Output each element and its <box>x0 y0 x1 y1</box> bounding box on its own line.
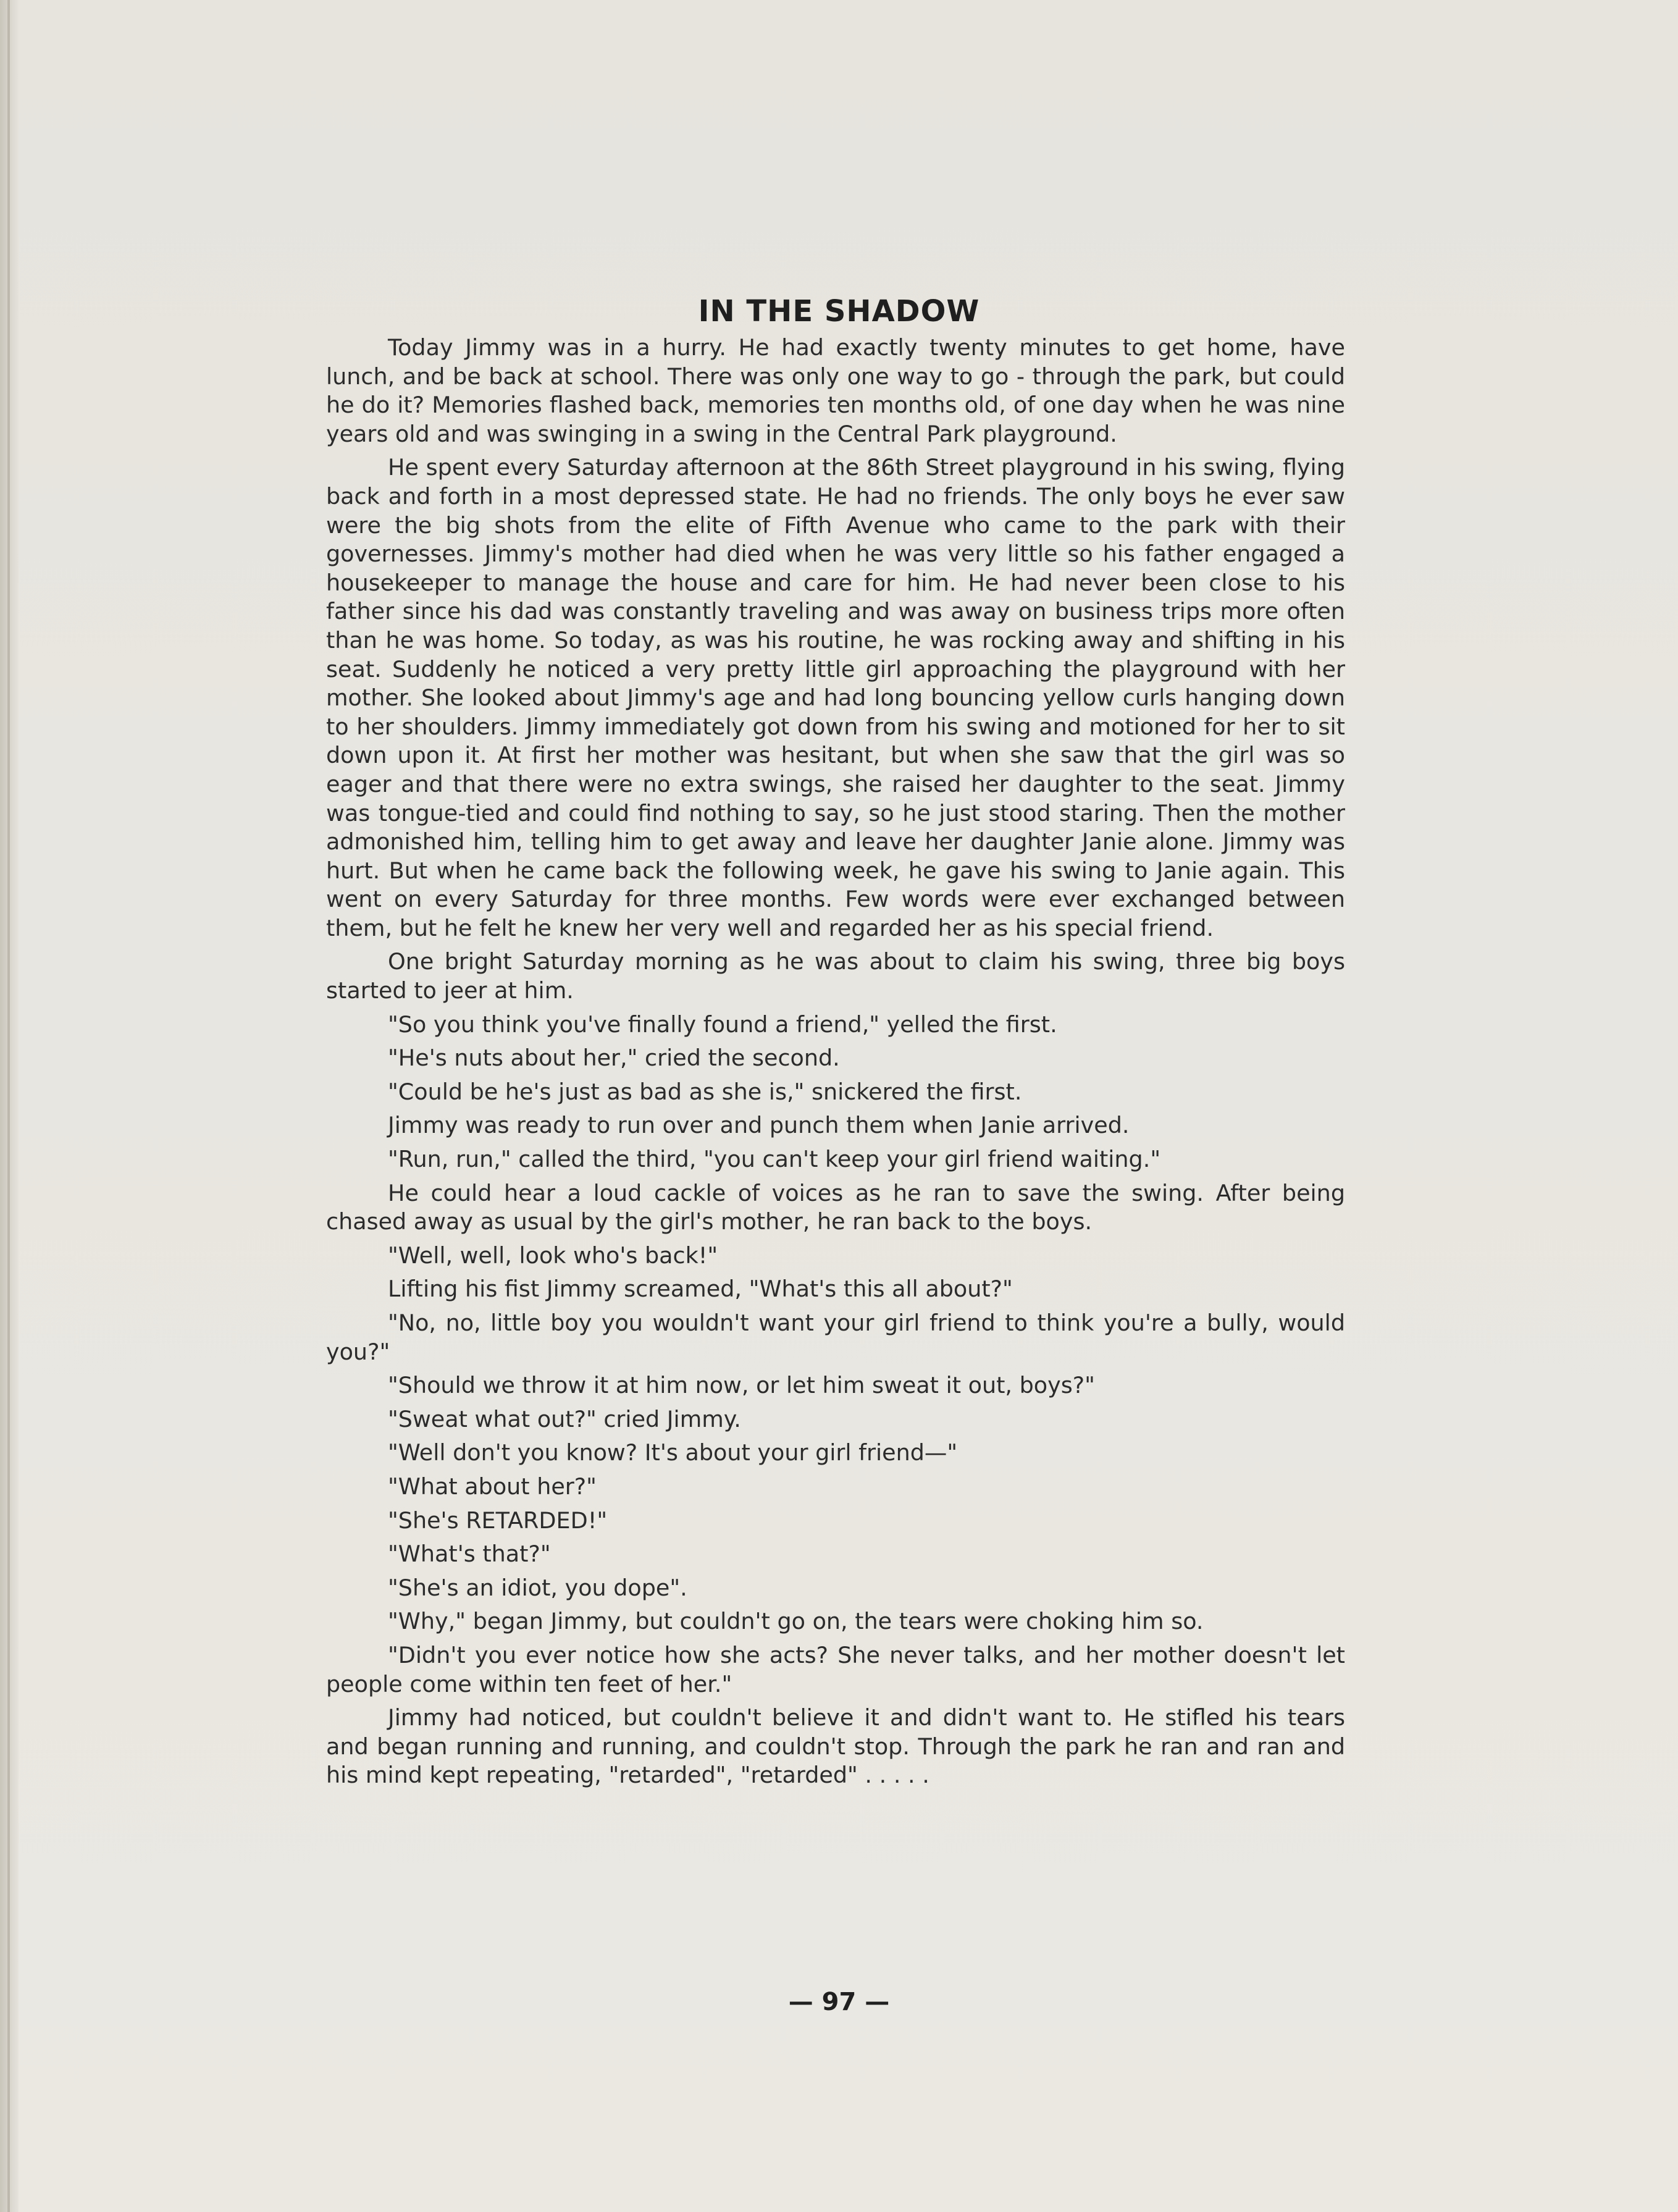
dialogue-line: "Why," began Jimmy, but couldn't go on, the tears were choking him so. <box>388 1608 1204 1635</box>
dialogue-line: Jimmy was ready to run over and punch them when Janie arrived. <box>388 1112 1130 1139</box>
dialogue-line: "Run, run," called the third, "you can't keep your girl friend waiting." <box>388 1146 1161 1173</box>
dialogue-line: Lifting his fist Jimmy screamed, "What's this all about?" <box>388 1276 1013 1303</box>
paragraph: He could hear a loud cackle of voices as he ran to save the swing. After being chased away as usual by the girl's mother, he ran back to the boys. <box>326 1179 1345 1235</box>
dialogue-line: "She's an idiot, you dope". <box>388 1574 687 1601</box>
dialogue-line: "He's nuts about her," cried the second. <box>388 1045 840 1072</box>
dialogue-line: "Well don't you know? It's about your girl friend—" <box>388 1439 958 1466</box>
paragraph: One bright Saturday morning as he was about to claim his swing, three big boys started to jeer at him. <box>326 948 1345 1004</box>
page-number: — 97 — <box>788 1988 890 2016</box>
paragraph: "No, no, little boy you wouldn't want your girl friend to think you're a bully, would you?" <box>326 1310 1345 1365</box>
dialogue-line: "She's RETARDED!" <box>388 1507 608 1534</box>
paragraph: Today Jimmy was in a hurry. He had exactly twenty minutes to get home, have lunch, and be back at school. There was only one way to go - through the park, but could he do it? Memories flashed back, memories ten months old, of one day when he was nine years old and was swinging in a swing in the Central Park playground. <box>326 334 1345 447</box>
story-title: IN THE SHADOW <box>698 294 980 329</box>
story-body <box>326 334 1345 1795</box>
dialogue-line: "What about her?" <box>388 1473 597 1500</box>
paragraph: He spent every Saturday afternoon at the 86th Street playground in his swing, flying back and forth in a most depressed state. He had no friends. The only boys he ever saw were the big shots from the elite of Fifth Avenue who came to the park with their governesses. Jimmy's mother had died when he was very little so his father engaged a housekeeper to manage the house and care for him. He had never been close to his father since his dad was constantly traveling and was away on business trips more often than he was home. So today, as was his routine, he was rocking away and shifting in his seat. Suddenly he noticed a very pretty little girl approaching the playground with her mother. She looked about Jimmy's age and had long bouncing yellow curls hanging down to her shoulders. Jimmy immediately got down from his swing and motioned for her to sit down upon it. At first her mother was hesitant, but when she saw that the girl was so eager and that there were no extra swings, she raised her daughter to the seat. Jimmy was tongue-tied and could find nothing to say, so he just stood staring. Then the mother admonished him, telling him to get away and leave her daughter Janie alone. Jimmy was hurt. But when he came back the following week, he gave his swing to Janie again. This went on every Saturday for three months. Few words were ever exchanged between them, but he felt he knew her very well and regarded her as his special friend. <box>326 454 1345 941</box>
dialogue-line: "Sweat what out?" cried Jimmy. <box>388 1405 741 1432</box>
paragraph: Jimmy had noticed, but couldn't believe it and didn't want to. He stifled his tears and began running and running, and couldn't stop. Through the park he ran and ran and his mind kept repeating, "retarded", "retarded" . . . . . <box>326 1704 1345 1789</box>
dialogue-line: "Well, well, look who's back!" <box>388 1242 718 1269</box>
dialogue-line: "Could be he's just as bad as she is," snickered the first. <box>388 1078 1022 1105</box>
paragraph: "Didn't you ever notice how she acts? She never talks, and her mother doesn't let people come within ten feet of her." <box>326 1641 1345 1697</box>
dialogue-line: "So you think you've finally found a friend," yelled the first. <box>388 1011 1057 1038</box>
binding-edge <box>0 0 19 2212</box>
dialogue-line: "What's that?" <box>388 1541 551 1568</box>
dialogue-line: "Should we throw it at him now, or let him sweat it out, boys?" <box>388 1372 1095 1399</box>
